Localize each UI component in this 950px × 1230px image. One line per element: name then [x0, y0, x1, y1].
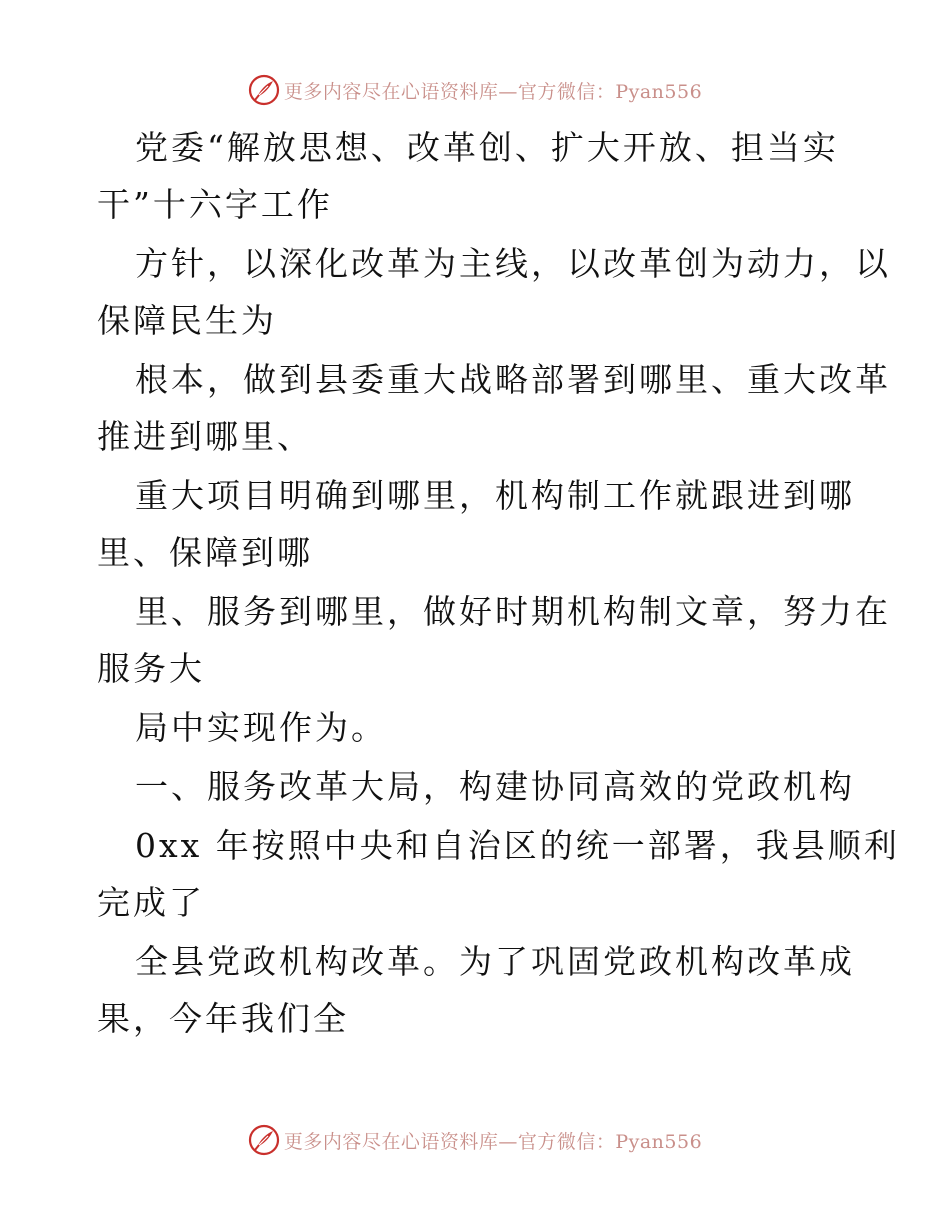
text-line: 根本，做到县委重大战略部署到哪里、重大改革 — [135, 360, 891, 399]
text-line: 全县党政机构改革。为了巩固党政机构改革成 — [135, 942, 855, 981]
watermark-text: 更多内容尽在心语资料库—官方微信：Pyan556 — [283, 1130, 703, 1153]
text-line: 方针，以深化改革为主线，以改革创为动力，以 — [135, 244, 891, 283]
text-line: 0xx 年按照中央和自治区的统一部署，我县顺利 — [135, 826, 900, 865]
watermark-text: 更多内容尽在心语资料库—官方微信：Pyan556 — [283, 80, 703, 103]
text-line: 干”十六字工作 — [97, 185, 333, 224]
text-line: 果，今年我们全 — [97, 999, 349, 1038]
text-line: 服务大 — [97, 649, 205, 688]
text-line: 里、服务到哪里，做好时期机构制文章，努力在 — [135, 592, 891, 631]
text-line: 保障民生为 — [97, 301, 277, 340]
text-line: 里、保障到哪 — [97, 533, 313, 572]
text-line: 局中实现作为。 — [135, 708, 387, 747]
feather-pen-logo-icon — [248, 1124, 280, 1156]
footer-watermark — [0, 1120, 950, 1160]
header-watermark — [0, 70, 950, 110]
text-line: 一、服务改革大局，构建协同高效的党政机构 — [135, 767, 855, 806]
feather-pen-logo-icon — [248, 74, 280, 106]
text-line: 重大项目明确到哪里，机构制工作就跟进到哪 — [135, 476, 855, 515]
text-line: 推进到哪里、 — [97, 417, 313, 456]
text-line: 党委“解放思想、改革创、扩大开放、担当实 — [135, 128, 839, 167]
text-line: 完成了 — [97, 883, 205, 922]
